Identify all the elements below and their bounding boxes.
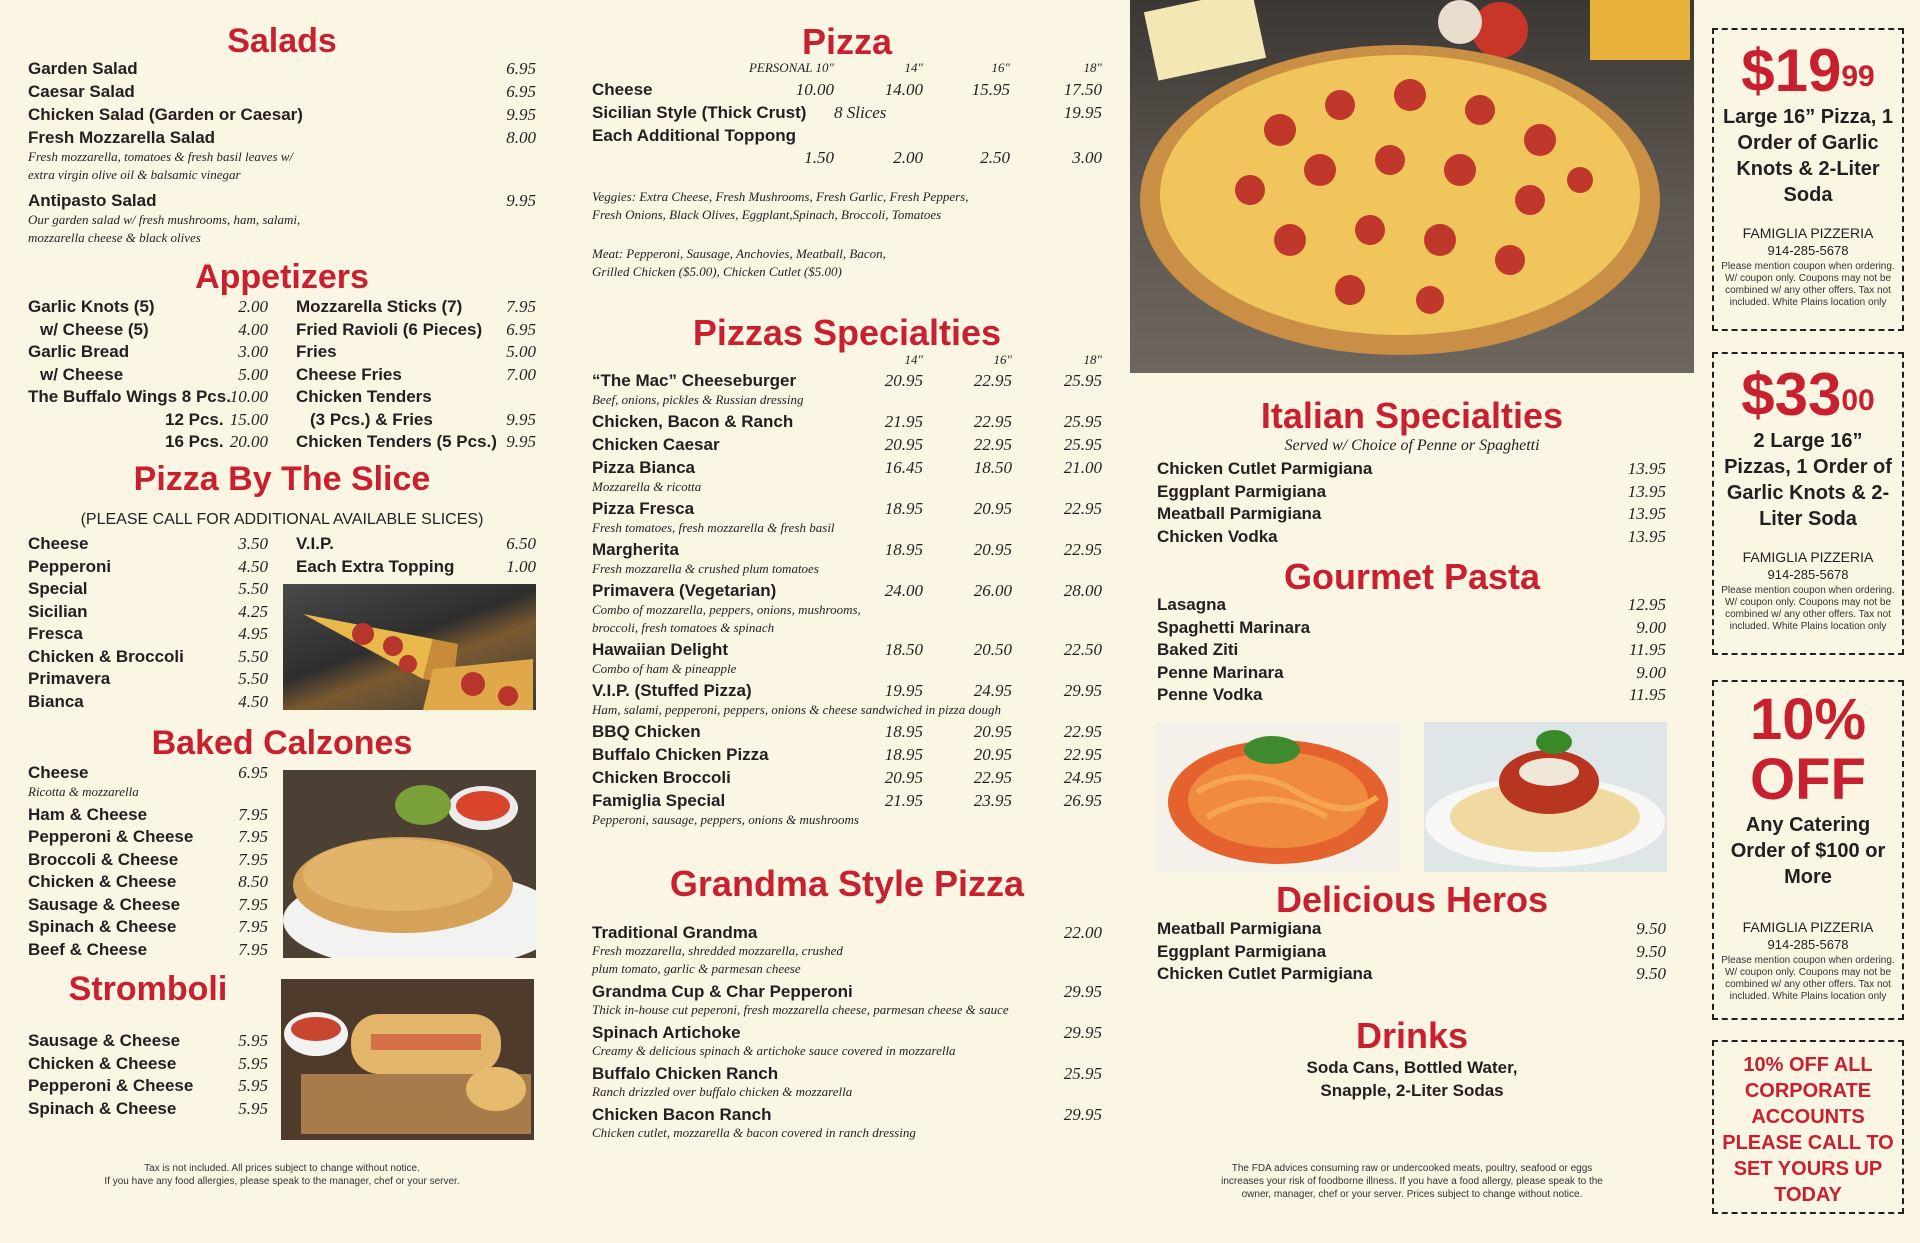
pizza-topping-price: 3.00 bbox=[1072, 148, 1102, 167]
drinks-line1: Soda Cans, Bottled Water, bbox=[1306, 1058, 1518, 1077]
stromboli-item-name: Chicken & Cheese bbox=[28, 1053, 177, 1073]
salad-item-name: Antipasto Salad bbox=[28, 191, 157, 210]
meat-line2: Grilled Chicken ($5.00), Chicken Cutlet ($5.00) bbox=[592, 264, 842, 279]
specialty-desc: Fresh mozzarella & crushed plum tomatoes bbox=[592, 561, 819, 576]
calzone-photo bbox=[283, 770, 536, 958]
specialty-price: 22.95 bbox=[973, 371, 1012, 390]
appetizer-item-name: w/ Cheese bbox=[40, 364, 124, 384]
specialty-name: Pizza Bianca bbox=[592, 458, 695, 477]
appetizer-item-price: 3.00 bbox=[238, 342, 268, 361]
calzone-item-name: Cheese bbox=[28, 763, 89, 782]
italian-item-price: 13.95 bbox=[1627, 481, 1666, 501]
specialty-name: Chicken, Bacon & Ranch bbox=[592, 412, 794, 431]
specialty-size-header: 18" bbox=[1083, 352, 1102, 367]
veggies-line2: Fresh Onions, Black Olives, Eggplant,Spinach, Broccoli, Tomatoes bbox=[592, 207, 942, 222]
coupon-3-price: 10% bbox=[1749, 687, 1867, 752]
appetizers-title: Appetizers bbox=[195, 258, 369, 296]
specialty-price: 22.95 bbox=[973, 768, 1012, 787]
specialty-desc: Ham, salami, pepperoni, peppers, onions & cheese sandwiched in pizza dough bbox=[592, 702, 1001, 717]
specialty-price: 21.95 bbox=[884, 791, 923, 810]
specialty-price: 24.95 bbox=[973, 681, 1012, 700]
appetizer-item-price: 9.95 bbox=[506, 432, 536, 451]
pasta-item-name: Penne Marinara bbox=[1157, 662, 1284, 682]
appetizer-item-price: 20.00 bbox=[229, 432, 268, 451]
grandma-item-name: Buffalo Chicken Ranch bbox=[592, 1064, 779, 1083]
grandma-item-name: Traditional Grandma bbox=[592, 923, 758, 942]
specialty-desc: Pepperoni, sausage, peppers, onions & mushrooms bbox=[592, 812, 859, 827]
italian-item-price: 13.95 bbox=[1627, 526, 1666, 546]
grandma-desc: Thick in-house cut peperoni, fresh mozzarella cheese, parmesan cheese & sauce bbox=[592, 1002, 1009, 1017]
pizza-cheese-price: 14.00 bbox=[884, 80, 923, 99]
stromboli-item-price: 5.95 bbox=[238, 1098, 268, 1118]
specialty-price: 20.95 bbox=[884, 768, 923, 787]
specialty-name: Primavera (Vegetarian) bbox=[592, 581, 777, 600]
pizza-cheese-price: 15.95 bbox=[971, 80, 1010, 99]
coupon-1-fine: Please mention coupon when ordering. W/ coupon only. Coupons may not be combined w/ any other offers. Tax not included. White Plains location only bbox=[1721, 261, 1895, 308]
grandma-item-name: Grandma Cup & Char Pepperoni bbox=[592, 982, 853, 1001]
grandma-item-price: 29.95 bbox=[1063, 1105, 1102, 1124]
specialty-price: 25.95 bbox=[1063, 412, 1102, 431]
specialty-price: 28.00 bbox=[1063, 581, 1102, 600]
coupon-2-desc: 2 Large 16” Pizzas, 1 Order of Garlic Knots & 2-Liter Soda bbox=[1724, 430, 1892, 530]
salad-item-price: 8.00 bbox=[506, 128, 536, 147]
appetizer-item-name: 12 Pcs. bbox=[165, 409, 224, 429]
calzone-item-price: 7.95 bbox=[238, 917, 268, 936]
heros-title: Delicious Heros bbox=[1275, 879, 1549, 920]
specialty-name: Chicken Caesar bbox=[592, 435, 720, 454]
specialty-price: 22.95 bbox=[973, 435, 1012, 454]
specialty-price: 20.95 bbox=[973, 722, 1012, 741]
pasta-item-price: 9.00 bbox=[1636, 662, 1666, 682]
slice-item-price: 4.25 bbox=[238, 601, 268, 621]
pizza-cheese-price: 10.00 bbox=[795, 80, 834, 99]
specialty-price: 25.95 bbox=[1063, 435, 1102, 454]
grandma-desc: Ranch drizzled over buffalo chicken & mozzarella bbox=[592, 1084, 853, 1099]
coupon-1-desc: Large 16” Pizza, 1 Order of Garlic Knots & 2-Liter Soda bbox=[1722, 106, 1894, 206]
coupon-3-name: FAMIGLIA PIZZERIA bbox=[1742, 919, 1874, 935]
italian-title: Italian Specialties bbox=[1260, 395, 1564, 436]
specialty-size-header: 16" bbox=[993, 352, 1012, 367]
slice-item-price: 4.95 bbox=[238, 624, 268, 643]
appetizer-item-name: (3 Pcs.) & Fries bbox=[310, 409, 433, 429]
grandma-item-price: 29.95 bbox=[1063, 982, 1102, 1001]
stromboli-item-price: 5.95 bbox=[238, 1053, 268, 1073]
italian-subtitle: Served w/ Choice of Penne or Spaghetti bbox=[1284, 437, 1540, 454]
specialty-desc: Combo of mozzarella, peppers, onions, mushrooms, bbox=[592, 602, 861, 617]
grandma-desc: Creamy & delicious spinach & artichoke sauce covered in mozzarella bbox=[592, 1043, 956, 1058]
pasta-item-price: 12.95 bbox=[1627, 595, 1666, 614]
stromboli-item-price: 5.95 bbox=[238, 1076, 268, 1095]
spaghetti-photo-1 bbox=[1157, 722, 1400, 872]
appetizer-item-price: 5.00 bbox=[238, 364, 268, 384]
calzone-item-name: Broccoli & Cheese bbox=[28, 849, 179, 869]
specialty-size-header: 14" bbox=[904, 352, 923, 367]
calzones-title: Baked Calzones bbox=[151, 724, 413, 762]
coupon-1999 bbox=[1712, 28, 1904, 331]
appetizer-item-name: Garlic Knots (5) bbox=[28, 297, 155, 316]
drinks-line2: Snapple, 2-Liter Sodas bbox=[1320, 1081, 1504, 1100]
slice-item-price: 6.50 bbox=[506, 534, 536, 553]
slice-item-name: Sicilian bbox=[28, 601, 88, 621]
appetizer-item-name: Mozzarella Sticks (7) bbox=[296, 297, 463, 316]
slice-item-price: 5.50 bbox=[238, 669, 268, 688]
pasta-item-name: Spaghetti Marinara bbox=[1157, 617, 1311, 637]
pasta-item-price: 11.95 bbox=[1629, 640, 1666, 659]
slice-item-name: V.I.P. bbox=[296, 534, 334, 553]
pizza-slice-photo bbox=[283, 584, 536, 710]
pizza-size-header: 16" bbox=[991, 60, 1010, 75]
hero-item-price: 9.50 bbox=[1636, 919, 1666, 938]
slice-item-price: 4.50 bbox=[238, 691, 268, 711]
specialty-price: 29.95 bbox=[1063, 681, 1102, 700]
pasta-item-name: Lasagna bbox=[1157, 595, 1226, 614]
calzone-desc: Ricotta & mozzarella bbox=[28, 783, 139, 799]
calzone-item-price: 7.95 bbox=[238, 804, 268, 824]
pizza-topping-price: 2.00 bbox=[893, 148, 923, 167]
specialty-name: Buffalo Chicken Pizza bbox=[592, 745, 769, 764]
specialty-name: “The Mac” Cheeseburger bbox=[592, 371, 797, 390]
specialty-price: 18.95 bbox=[884, 745, 923, 764]
salad-desc: Fresh mozzarella, tomatoes & fresh basil leaves w/ bbox=[28, 149, 294, 164]
specialty-name: Chicken Broccoli bbox=[592, 768, 731, 787]
italian-item-price: 13.95 bbox=[1627, 504, 1666, 523]
specialty-price: 18.50 bbox=[884, 640, 923, 659]
pasta-title: Gourmet Pasta bbox=[1283, 556, 1541, 597]
italian-item-name: Eggplant Parmigiana bbox=[1157, 481, 1327, 501]
slice-item-name: Fresca bbox=[28, 624, 83, 643]
appetizer-item-price: 7.00 bbox=[506, 364, 536, 384]
stromboli-item-price: 5.95 bbox=[238, 1031, 268, 1050]
salad-item-name: Garden Salad bbox=[28, 59, 138, 78]
pizza-sicilian-name: Sicilian Style (Thick Crust) bbox=[592, 103, 807, 122]
drinks-title: Drinks bbox=[1355, 1015, 1469, 1056]
hero-item-name: Chicken Cutlet Parmigiana bbox=[1157, 964, 1373, 983]
appetizer-item-name: Chicken Tenders bbox=[296, 387, 432, 406]
specialty-price: 20.95 bbox=[973, 540, 1012, 559]
pepperoni-pizza-photo bbox=[1130, 0, 1694, 373]
appetizer-item-price: 4.00 bbox=[238, 319, 268, 339]
specialty-price: 22.50 bbox=[1063, 640, 1102, 659]
left-footer-line2: If you have any food allergies, please speak to the manager, chef or your server. bbox=[104, 1176, 460, 1187]
pizza-topping-name: Each Additional Toppong bbox=[592, 126, 796, 145]
specialty-price: 20.95 bbox=[884, 435, 923, 454]
salads-title: Salads bbox=[227, 22, 337, 60]
hero-item-price: 9.50 bbox=[1636, 964, 1666, 983]
slice-item-name: Each Extra Topping bbox=[296, 556, 455, 576]
coupon-3300 bbox=[1712, 352, 1904, 655]
specialty-price: 20.50 bbox=[973, 640, 1012, 659]
calzone-item-name: Sausage & Cheese bbox=[28, 894, 181, 914]
specialty-price: 22.95 bbox=[973, 412, 1012, 431]
veggies-line1: Veggies: Extra Cheese, Fresh Mushrooms, Fresh Garlic, Fresh Peppers, bbox=[592, 189, 969, 204]
hero-item-name: Eggplant Parmigiana bbox=[1157, 941, 1327, 961]
specialty-price: 24.00 bbox=[884, 581, 923, 600]
specialty-name: Pizza Fresca bbox=[592, 499, 695, 518]
specialty-price: 22.95 bbox=[1063, 745, 1102, 764]
grandma-item-name: Chicken Bacon Ranch bbox=[592, 1105, 772, 1124]
italian-item-name: Meatball Parmigiana bbox=[1157, 504, 1322, 523]
calzone-item-name: Ham & Cheese bbox=[28, 804, 148, 824]
specialty-price: 22.95 bbox=[1063, 499, 1102, 518]
specialty-desc: Mozzarella & ricotta bbox=[592, 479, 702, 494]
grandma-item-price: 25.95 bbox=[1063, 1064, 1102, 1083]
specialties-title: Pizzas Specialties bbox=[692, 312, 1002, 353]
coupon-catering bbox=[1712, 680, 1904, 1020]
specialty-price: 26.00 bbox=[973, 581, 1012, 600]
coupon-3-desc: Any Catering Order of $100 or More bbox=[1730, 814, 1886, 888]
calzone-item-name: Beef & Cheese bbox=[28, 939, 148, 959]
coupon-2-name: FAMIGLIA PIZZERIA bbox=[1742, 549, 1874, 565]
appetizer-item-price: 9.95 bbox=[506, 409, 536, 429]
calzone-item-name: Pepperoni & Cheese bbox=[28, 827, 194, 846]
specialty-price: 16.45 bbox=[884, 458, 923, 477]
appetizer-item-name: Fries bbox=[296, 342, 337, 361]
appetizer-item-name: Chicken Tenders (5 Pcs.) bbox=[296, 432, 497, 451]
left-footer bbox=[28, 1162, 536, 1188]
pasta-item-name: Penne Vodka bbox=[1157, 685, 1263, 704]
appetizer-item-price: 15.00 bbox=[229, 409, 268, 429]
slice-title: Pizza By The Slice bbox=[133, 460, 431, 498]
pizza-size-header: PERSONAL 10" bbox=[748, 60, 834, 75]
appetizer-item-name: Cheese Fries bbox=[296, 364, 402, 384]
fda-notice bbox=[1202, 1162, 1622, 1201]
slice-item-price: 4.50 bbox=[238, 556, 268, 576]
slice-item-name: Primavera bbox=[28, 669, 111, 688]
salad-desc: extra virgin olive oil & balsamic vinegar bbox=[28, 167, 241, 182]
pizza-size-header: 14" bbox=[904, 60, 923, 75]
specialty-price: 23.95 bbox=[973, 791, 1012, 810]
fda-line1: The FDA advices consuming raw or undercooked meats, poultry, seafood or eggs bbox=[1231, 1163, 1593, 1174]
grandma-title: Grandma Style Pizza bbox=[669, 863, 1025, 904]
italian-item-price: 13.95 bbox=[1627, 459, 1666, 478]
appetizer-item-name: The Buffalo Wings 8 Pcs. bbox=[28, 387, 231, 406]
pizza-sicilian-price: 19.95 bbox=[1063, 103, 1102, 122]
salad-item-price: 9.95 bbox=[506, 105, 536, 124]
specialty-price: 26.95 bbox=[1063, 791, 1102, 810]
drinks-list bbox=[1212, 1056, 1612, 1102]
coupon-3-phone: 914-285-5678 bbox=[1767, 937, 1849, 952]
appetizer-item-price: 7.95 bbox=[506, 297, 536, 316]
italian-item-name: Chicken Cutlet Parmigiana bbox=[1157, 459, 1373, 478]
slice-item-price: 3.50 bbox=[238, 534, 268, 553]
specialty-name: V.I.P. (Stuffed Pizza) bbox=[592, 681, 752, 700]
specialty-price: 18.50 bbox=[973, 458, 1012, 477]
pasta-item-name: Baked Ziti bbox=[1157, 640, 1239, 659]
specialty-desc: Fresh tomatoes, fresh mozzarella & fresh basil bbox=[592, 520, 835, 535]
grandma-item-name: Spinach Artichoke bbox=[592, 1023, 741, 1042]
salad-desc: Our garden salad w/ fresh mushrooms, ham, salami, bbox=[28, 212, 301, 227]
italian-item-name: Chicken Vodka bbox=[1157, 526, 1278, 546]
specialty-name: Margherita bbox=[592, 540, 679, 559]
slice-item-name: Pepperoni bbox=[28, 556, 112, 576]
specialty-name: Famiglia Special bbox=[592, 791, 726, 810]
appetizer-item-price: 2.00 bbox=[238, 297, 268, 316]
hero-item-name: Meatball Parmigiana bbox=[1157, 919, 1322, 938]
hero-item-price: 9.50 bbox=[1636, 941, 1666, 961]
grandma-desc: Fresh mozzarella, shredded mozzarella, crushed bbox=[592, 943, 843, 958]
fda-line2: increases your risk of foodborne illness. If you have a food allergy, please speak to the bbox=[1221, 1176, 1603, 1187]
calzone-item-price: 6.95 bbox=[238, 763, 268, 782]
salad-desc: mozzarella cheese & black olives bbox=[28, 230, 201, 245]
coupon-1-phone: 914-285-5678 bbox=[1767, 243, 1849, 258]
specialty-desc: Beef, onions, pickles & Russian dressing bbox=[592, 392, 804, 407]
coupon-3-fine: Please mention coupon when ordering. W/ coupon only. Coupons may not be combined w/ any other offers. Tax not included. White Plains location only bbox=[1721, 955, 1895, 1002]
specialty-desc: Combo of ham & pineapple bbox=[592, 661, 737, 676]
pizza-cheese-price: 17.50 bbox=[1063, 80, 1102, 99]
specialty-price: 19.95 bbox=[884, 681, 923, 700]
specialty-name: Hawaiian Delight bbox=[592, 640, 729, 659]
specialty-desc: broccoli, fresh tomatoes & spinach bbox=[592, 620, 775, 635]
calzone-item-price: 7.95 bbox=[238, 939, 268, 959]
calzone-item-price: 7.95 bbox=[238, 827, 268, 846]
salad-item-price: 9.95 bbox=[506, 191, 536, 210]
slice-item-name: Chicken & Broccoli bbox=[28, 646, 184, 666]
calzone-item-price: 8.50 bbox=[238, 872, 268, 891]
coupon-corporate bbox=[1712, 1040, 1904, 1214]
appetizer-item-name: 16 Pcs. bbox=[165, 432, 224, 451]
calzone-item-price: 7.95 bbox=[238, 894, 268, 914]
slice-item-price: 1.00 bbox=[506, 556, 536, 576]
left-footer-line1: Tax is not included. All prices subject to change without notice. bbox=[144, 1163, 420, 1174]
specialty-price: 21.95 bbox=[884, 412, 923, 431]
grandma-item-price: 29.95 bbox=[1063, 1023, 1102, 1042]
pasta-item-price: 9.00 bbox=[1636, 617, 1666, 637]
calzone-item-name: Chicken & Cheese bbox=[28, 872, 177, 891]
coupon-3-off: OFF bbox=[1750, 747, 1866, 812]
grandma-desc: Chicken cutlet, mozzarella & bacon covered in ranch dressing bbox=[592, 1125, 916, 1140]
coupon-2-phone: 914-285-5678 bbox=[1767, 567, 1849, 582]
slice-item-name: Cheese bbox=[28, 534, 89, 553]
pizza-topping-price: 2.50 bbox=[980, 148, 1010, 167]
specialty-price: 24.95 bbox=[1063, 768, 1102, 787]
salad-item-name: Fresh Mozzarella Salad bbox=[28, 128, 216, 147]
salad-item-name: Chicken Salad (Garden or Caesar) bbox=[28, 105, 303, 124]
pasta-item-price: 11.95 bbox=[1629, 685, 1666, 704]
pizza-sicilian-note: 8 Slices bbox=[834, 103, 887, 122]
coupon-1-name: FAMIGLIA PIZZERIA bbox=[1742, 225, 1874, 241]
stromboli-item-name: Sausage & Cheese bbox=[28, 1031, 181, 1050]
salad-item-price: 6.95 bbox=[506, 59, 536, 78]
slice-item-price: 5.50 bbox=[238, 646, 268, 666]
stromboli-item-name: Pepperoni & Cheese bbox=[28, 1076, 194, 1095]
specialty-price: 18.95 bbox=[884, 499, 923, 518]
specialty-name: BBQ Chicken bbox=[592, 722, 701, 741]
fda-line3: owner, manager, chef or your server. Prices subject to change without notice. bbox=[1241, 1189, 1583, 1200]
appetizer-item-price: 10.00 bbox=[229, 387, 268, 406]
pizza-cheese-name: Cheese bbox=[592, 80, 653, 99]
specialty-price: 20.95 bbox=[973, 745, 1012, 764]
appetizer-item-name: w/ Cheese (5) bbox=[40, 319, 149, 339]
grandma-desc: plum tomato, garlic & parmesan cheese bbox=[592, 961, 801, 976]
grandma-item-price: 22.00 bbox=[1063, 923, 1102, 942]
pizza-topping-price: 1.50 bbox=[804, 148, 834, 167]
pizza-size-header: 18" bbox=[1083, 60, 1102, 75]
coupon-4-text: 10% OFF ALL CORPORATE ACCOUNTS PLEASE CALL TO SET YOURS UP TODAY bbox=[1722, 1054, 1894, 1206]
appetizer-item-name: Fried Ravioli (6 Pieces) bbox=[296, 319, 483, 339]
coupon-2-price: $\$33^{00}$ bbox=[1741, 361, 1875, 428]
stromboli-photo bbox=[281, 979, 534, 1140]
calzone-item-name: Spinach & Cheese bbox=[28, 917, 177, 936]
pizza-title: Pizza bbox=[801, 21, 893, 62]
slice-item-price: 5.50 bbox=[238, 579, 268, 598]
salad-item-name: Caesar Salad bbox=[28, 82, 135, 101]
specialty-price: 18.95 bbox=[884, 722, 923, 741]
specialty-price: 21.00 bbox=[1063, 458, 1102, 477]
slice-item-name: Bianca bbox=[28, 691, 84, 711]
coupon-2-fine: Please mention coupon when ordering. W/ coupon only. Coupons may not be combined w/ any other offers. Tax not included. White Plains location only bbox=[1721, 585, 1895, 632]
specialty-price: 25.95 bbox=[1063, 371, 1102, 390]
stromboli-item-name: Spinach & Cheese bbox=[28, 1098, 177, 1118]
spaghetti-photo-2 bbox=[1424, 722, 1667, 872]
calzone-item-price: 7.95 bbox=[238, 849, 268, 869]
appetizer-item-price: 6.95 bbox=[506, 319, 536, 339]
specialty-price: 22.95 bbox=[1063, 722, 1102, 741]
salad-item-price: 6.95 bbox=[506, 82, 536, 101]
specialty-price: 20.95 bbox=[973, 499, 1012, 518]
stromboli-title: Stromboli bbox=[68, 970, 228, 1008]
slice-item-name: Special bbox=[28, 579, 88, 598]
specialty-price: 20.95 bbox=[884, 371, 923, 390]
meat-line1: Meat: Pepperoni, Sausage, Anchovies, Meatball, Bacon, bbox=[592, 246, 886, 261]
coupon-1-price: $\$19^{99}$ bbox=[1741, 37, 1875, 104]
slice-note: (PLEASE CALL FOR ADDITIONAL AVAILABLE SLICES) bbox=[80, 511, 484, 528]
appetizer-item-name: Garlic Bread bbox=[28, 342, 130, 361]
specialty-price: 22.95 bbox=[1063, 540, 1102, 559]
specialty-price: 18.95 bbox=[884, 540, 923, 559]
appetizer-item-price: 5.00 bbox=[506, 342, 536, 361]
